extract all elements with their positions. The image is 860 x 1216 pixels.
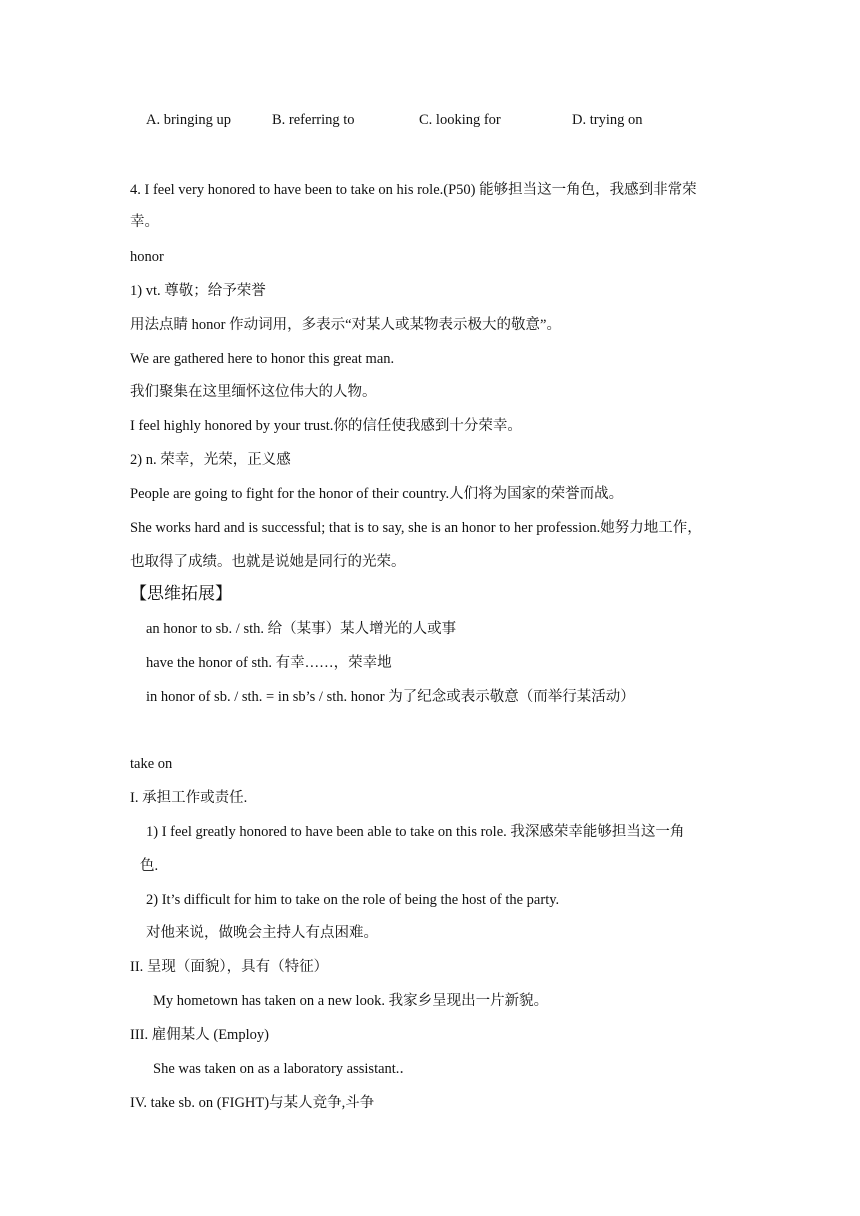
option-b: B. referring to bbox=[272, 112, 355, 128]
take-on-sense-1-example-1-cont: 色. bbox=[140, 858, 159, 874]
honor-sense-2: 2) n. 荣幸，光荣，正义感 bbox=[130, 452, 291, 468]
take-on-sense-1-example-2-zh: 对他来说，做晚会主持人有点困难。 bbox=[146, 925, 378, 941]
expansion-heading: 【思维拓展】 bbox=[130, 584, 232, 603]
honor-example-2: I feel highly honored by your trust.你的信任使我感到十分荣幸。 bbox=[130, 418, 522, 434]
expansion-item: an honor to sb. / sth. 给（某事）某人增光的人或事 bbox=[146, 621, 457, 637]
item-4-sentence-cont: 幸。 bbox=[130, 214, 159, 230]
honor-example-1-zh: 我们聚集在这里缅怀这位伟大的人物。 bbox=[130, 384, 377, 400]
expansion-item: in honor of sb. / sth. = in sb’s / sth. honor 为了纪念或表示敬意（而举行某活动） bbox=[146, 689, 635, 705]
take-on-sense-1: I. 承担工作或责任. bbox=[130, 790, 248, 806]
item-4-sentence: 4. I feel very honored to have been to take on his role.(P50) 能够担当这一角色，我感到非常荣 bbox=[130, 182, 697, 198]
honor-example-1-en: We are gathered here to honor this great man. bbox=[130, 351, 395, 367]
honor-sense-1: 1) vt. 尊敬；给予荣誉 bbox=[130, 283, 266, 299]
take-on-sense-2-example: My hometown has taken on a new look. 我家乡呈现出一片新貌。 bbox=[153, 993, 549, 1009]
option-a: A. bringing up bbox=[146, 112, 231, 128]
take-on-sense-2: II. 呈现（面貌），具有（特征） bbox=[130, 959, 329, 975]
option-c: C. looking for bbox=[419, 112, 501, 128]
take-on-sense-3: III. 雇佣某人 (Employ) bbox=[130, 1027, 269, 1043]
honor-example-4-cont: 也取得了成绩。也就是说她是同行的光荣。 bbox=[130, 554, 406, 570]
option-d: D. trying on bbox=[572, 112, 643, 128]
take-on-sense-3-example: She was taken on as a laboratory assistant.． bbox=[153, 1061, 414, 1077]
take-on-sense-1-example-1: 1) I feel greatly honored to have been able to take on this role. 我深感荣幸能够担当这一角 bbox=[146, 824, 685, 840]
honor-example-3: People are going to fight for the honor of their country.人们将为国家的荣誉而战。 bbox=[130, 486, 624, 502]
expansion-item: have the honor of sth. 有幸……，荣幸地 bbox=[146, 655, 392, 671]
honor-example-4: She works hard and is successful; that is to say, she is an honor to her profession.她努力地工作， bbox=[130, 520, 702, 536]
honor-usage-note: 用法点睛 honor 作动词用，多表示“对某人或某物表示极大的敬意”。 bbox=[130, 317, 561, 333]
word-honor: honor bbox=[130, 249, 164, 265]
take-on-sense-1-example-2-en: 2) It’s difficult for him to take on the role of being the host of the party. bbox=[146, 892, 560, 908]
phrase-take-on: take on bbox=[130, 756, 173, 772]
take-on-sense-4: IV. take sb. on (FIGHT)与某人竞争,斗争 bbox=[130, 1095, 375, 1111]
